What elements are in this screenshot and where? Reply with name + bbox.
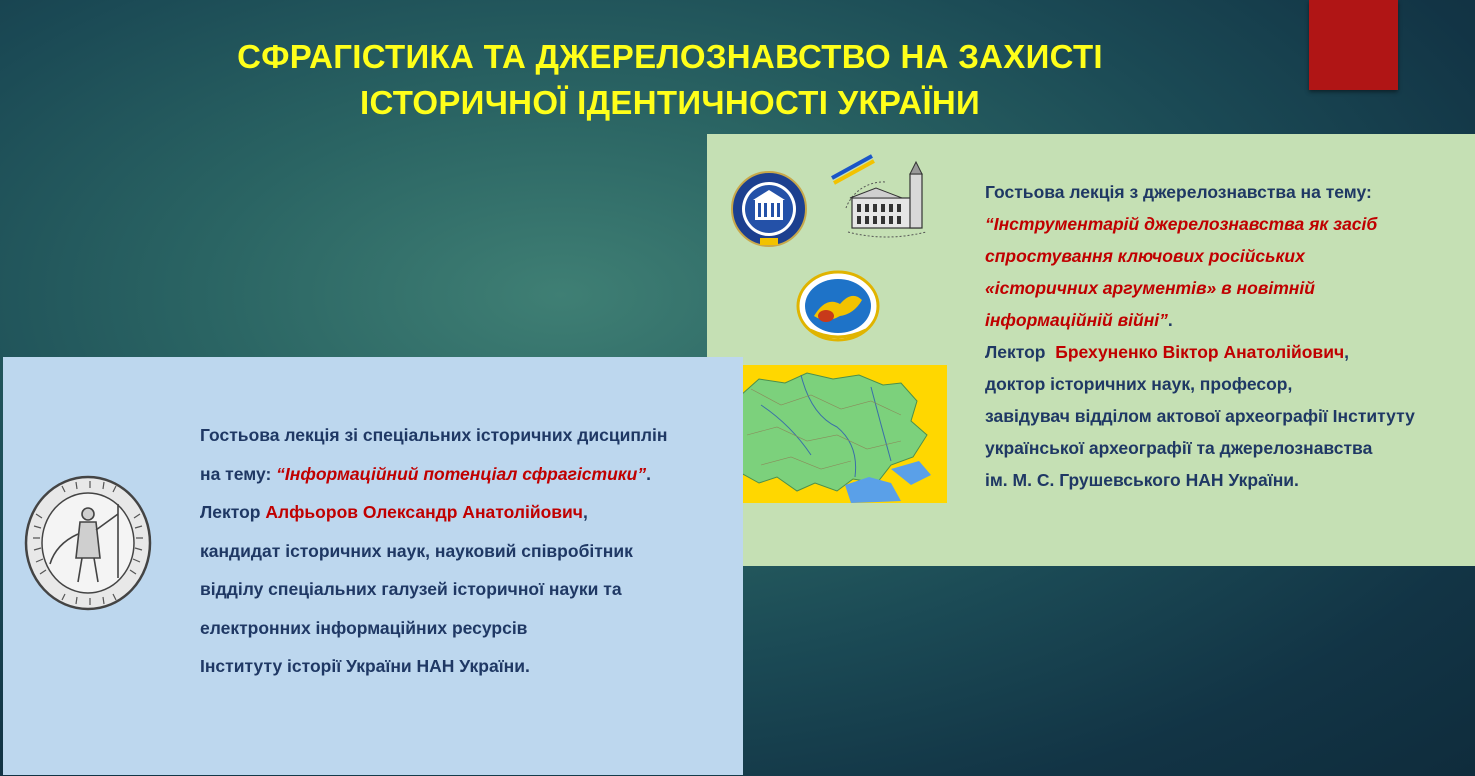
title-line-1: СФРАГІСТИКА ТА ДЖЕРЕЛОЗНАВСТВО НА ЗАХИСТІ xyxy=(237,38,1103,75)
griffin-society-icon xyxy=(796,270,880,342)
blue-topic-prefix: на тему: xyxy=(200,463,277,484)
blue-lecturer-label: Лектор xyxy=(200,502,266,522)
green-topic-end: . xyxy=(1167,310,1173,330)
blue-lecturer-name-end: , xyxy=(582,502,588,522)
blue-lecture-text xyxy=(200,416,720,686)
ukraine-map-image xyxy=(741,365,947,503)
green-lecturer-name-end: , xyxy=(1344,342,1349,362)
title-line-2: ІСТОРИЧНОЇ ІДЕНТИЧНОСТІ УКРАЇНИ xyxy=(359,84,981,121)
green-lecture-intro: Гостьова лекція з джерелознавства на тему: xyxy=(985,182,1372,202)
blue-detail-1: кандидат історичних наук, науковий співробітник xyxy=(200,540,633,561)
zaporozhian-seal-icon xyxy=(22,474,154,612)
green-lecturer-name: Брехуненко Віктор Анатолійович xyxy=(1055,342,1345,362)
corner-tab-decoration xyxy=(1309,0,1398,90)
blue-lecture-intro: Гостьова лекція зі спеціальних історичних дисциплін xyxy=(200,425,668,445)
blue-detail-4: Інституту історії України НАН України. xyxy=(200,656,530,676)
green-detail-3: української археографії та джерелознавства xyxy=(985,438,1373,458)
green-topic-line-2: спростування ключових російських xyxy=(985,246,1305,266)
university-seal-icon xyxy=(726,170,812,248)
archive-building-icon xyxy=(826,152,938,242)
blue-detail-3: електронних інформаційних ресурсів xyxy=(200,617,528,638)
green-topic-line-3: «історичних аргументів» в новітній xyxy=(985,278,1315,298)
green-detail-1: доктор історичних наук, професор, xyxy=(985,374,1293,394)
green-topic-line-1: “Інструментарій джерелознавства як засіб xyxy=(985,214,1378,234)
green-lecture-text xyxy=(985,176,1465,496)
blue-detail-2: відділу спеціальних галузей історичної науки та xyxy=(200,579,622,599)
green-topic-line-4: інформаційній війні” xyxy=(985,310,1168,330)
green-detail-2: завідувач відділом актової археографії Інституту xyxy=(985,406,1415,426)
blue-topic-end: . xyxy=(646,463,651,484)
blue-lecturer-name: Алфьоров Олександр Анатолійович xyxy=(265,502,583,522)
blue-topic: “Інформаційний потенціал сфрагістики” xyxy=(276,463,647,484)
green-lecturer-label: Лектор xyxy=(985,342,1046,362)
green-detail-4: ім. М. С. Грушевського НАН України. xyxy=(985,470,1299,490)
slide-title xyxy=(120,34,1220,126)
